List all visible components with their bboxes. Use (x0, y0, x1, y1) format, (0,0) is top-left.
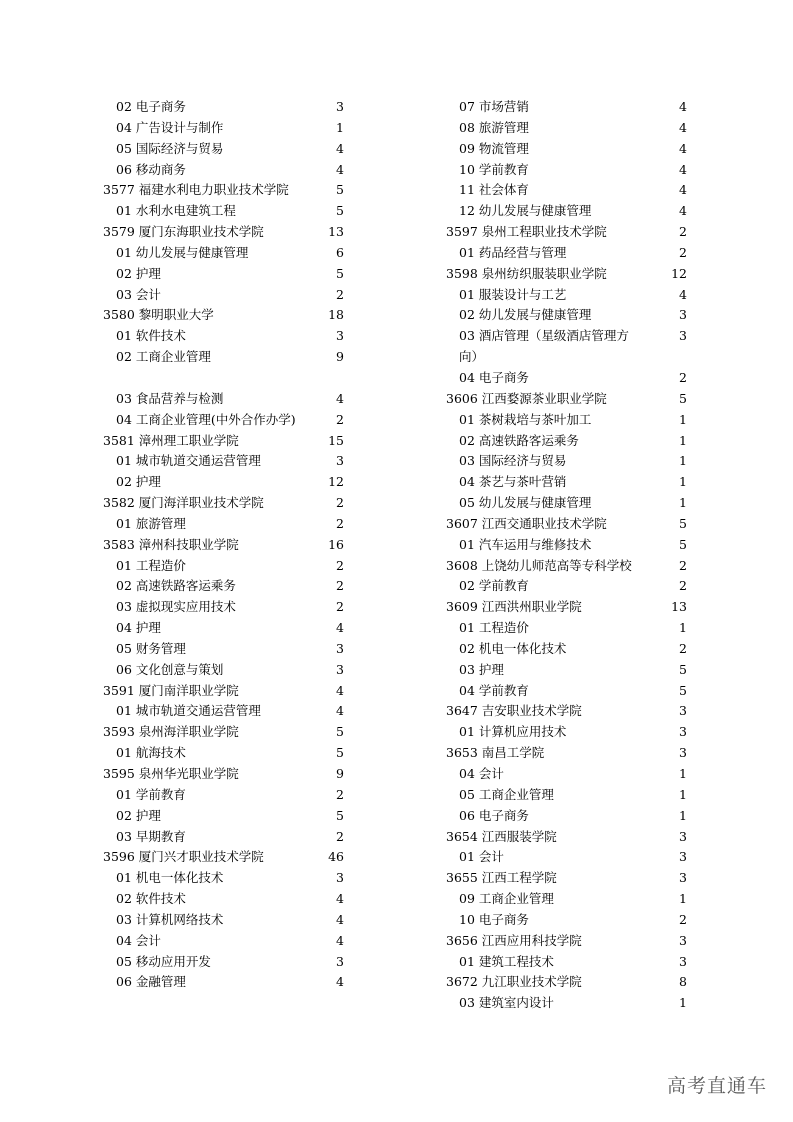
school-row (99, 431, 349, 452)
major-name: 06 电子商务 (459, 807, 529, 823)
major-row (442, 493, 692, 514)
major-name: 01 幼儿发展与健康管理 (116, 244, 249, 260)
major-row (99, 931, 349, 952)
major-row (99, 701, 349, 722)
right-column (442, 97, 692, 1014)
quota-count: 2 (679, 911, 687, 927)
school-name: 3672 九江职业技术学院 (446, 974, 582, 990)
major-row (442, 722, 692, 743)
major-row (442, 993, 692, 1014)
major-row (442, 681, 692, 702)
major-row (99, 868, 349, 889)
quota-count: 3 (336, 99, 344, 114)
quota-count: 5 (679, 536, 687, 552)
quota-count: 4 (336, 390, 344, 406)
major-row (99, 597, 349, 618)
quota-count: 3 (679, 307, 687, 323)
school-row (99, 535, 349, 556)
quota-count: 3 (679, 745, 687, 761)
school-row (99, 764, 349, 785)
school-name: 3606 江西婺源茶业职业学院 (446, 390, 607, 406)
quota-count: 4 (336, 911, 344, 927)
major-name: 10 电子商务 (459, 911, 529, 927)
major-row (442, 952, 692, 973)
major-name: 03 计算机网络技术 (116, 911, 224, 927)
major-row (442, 118, 692, 139)
quota-count: 3 (679, 953, 687, 969)
quota-count: 5 (679, 661, 687, 677)
school-row (99, 722, 349, 743)
major-name: 02 护理 (116, 807, 161, 823)
major-name: 01 茶树栽培与茶叶加工 (459, 411, 592, 427)
major-name: 01 服装设计与工艺 (459, 286, 567, 302)
major-name: 01 汽车运用与维修技术 (459, 536, 592, 552)
major-row (99, 514, 349, 535)
major-row (442, 847, 692, 868)
school-row (442, 701, 692, 722)
quota-count: 4 (679, 182, 687, 198)
quota-count: 4 (679, 119, 687, 135)
major-name: 03 食品营养与检测 (116, 390, 224, 406)
school-name: 3595 泉州华光职业学院 (103, 766, 239, 781)
major-row (442, 660, 692, 681)
quota-count: 1 (679, 786, 687, 802)
major-name: 01 建筑工程技术 (459, 953, 554, 969)
quota-count: 4 (336, 932, 344, 948)
quota-count: 3 (679, 870, 687, 886)
school-row (442, 514, 692, 535)
quota-count: 4 (336, 682, 344, 698)
major-row (99, 97, 349, 118)
major-name: 03 建筑室内设计 (459, 995, 554, 1011)
watermark: 高考直通车 (666, 1075, 767, 1097)
quota-count: 5 (336, 807, 344, 823)
major-name: 03 护理 (459, 661, 504, 677)
school-name: 3598 泉州纺织服装职业学院 (446, 265, 607, 281)
quota-count: 3 (336, 453, 344, 469)
major-name: 09 工商企业管理 (459, 891, 554, 907)
school-name: 3653 南昌工学院 (446, 745, 545, 761)
major-row (442, 431, 692, 452)
major-row (99, 347, 349, 368)
school-row (99, 681, 349, 702)
quota-count: 2 (336, 411, 344, 427)
left-column (99, 97, 349, 993)
major-row (442, 764, 692, 785)
quota-count: 1 (679, 807, 687, 823)
quota-count: 3 (679, 932, 687, 948)
quota-count: 13 (671, 599, 687, 615)
quota-count: 1 (679, 453, 687, 469)
quota-count: 4 (679, 286, 687, 302)
quota-count: 3 (679, 849, 687, 865)
school-name: 3608 上饶幼儿师范高等专科学校 (446, 557, 632, 573)
quota-count: 2 (679, 244, 687, 260)
major-row (442, 785, 692, 806)
major-row (442, 160, 692, 181)
major-name: 05 幼儿发展与健康管理 (459, 495, 592, 511)
major-name: 01 计算机应用技术 (459, 724, 567, 740)
major-row (442, 285, 692, 306)
major-row (442, 618, 692, 639)
major-row (442, 305, 692, 326)
major-name: 02 电子商务 (116, 99, 186, 114)
major-name: 02 高速铁路客运乘务 (116, 578, 236, 594)
school-row (442, 868, 692, 889)
major-row (99, 743, 349, 764)
major-name: 01 旅游管理 (116, 515, 186, 531)
major-row (99, 472, 349, 493)
quota-count: 2 (336, 599, 344, 615)
major-name: 02 护理 (116, 265, 161, 281)
quota-count: 2 (679, 369, 687, 385)
school-name: 3597 泉州工程职业技术学院 (446, 224, 607, 240)
quota-count: 5 (336, 182, 344, 198)
school-name: 3591 厦门南洋职业学院 (103, 682, 239, 698)
quota-count: 4 (336, 703, 344, 719)
quota-count: 5 (679, 682, 687, 698)
quota-count: 3 (336, 640, 344, 656)
quota-count: 4 (336, 620, 344, 636)
quota-count: 1 (679, 995, 687, 1011)
major-row (99, 889, 349, 910)
major-name: 10 学前教育 (459, 161, 529, 177)
quota-count: 4 (679, 99, 687, 114)
major-row (99, 576, 349, 597)
quota-count: 4 (336, 140, 344, 156)
major-name: 09 物流管理 (459, 140, 529, 156)
quota-count: 6 (336, 244, 344, 260)
school-row (442, 597, 692, 618)
quota-count: 8 (679, 974, 687, 990)
major-name: 01 工程造价 (459, 620, 529, 636)
school-name: 3577 福建水利电力职业技术学院 (103, 182, 289, 198)
quota-count: 2 (336, 828, 344, 844)
school-name: 3655 江西工程学院 (446, 870, 557, 886)
major-row (99, 326, 349, 347)
quota-count: 1 (679, 432, 687, 448)
major-name: 03 国际经济与贸易 (459, 453, 567, 469)
major-name: 01 城市轨道交通运营管理 (116, 703, 261, 719)
major-name: 02 学前教育 (459, 578, 529, 594)
school-name: 3654 江西服装学院 (446, 828, 557, 844)
major-row (99, 201, 349, 222)
quota-count: 5 (679, 390, 687, 406)
major-name: 05 国际经济与贸易 (116, 140, 224, 156)
quota-count: 2 (336, 515, 344, 531)
quota-count: 2 (679, 557, 687, 573)
school-name: 3583 漳州科技职业学院 (103, 536, 239, 552)
major-name: 12 幼儿发展与健康管理 (459, 203, 592, 219)
school-name: 3581 漳州理工职业学院 (103, 432, 239, 448)
major-name: 04 茶艺与茶叶营销 (459, 474, 567, 490)
school-row (442, 264, 692, 285)
major-name: 06 金融管理 (116, 974, 186, 990)
major-row (99, 952, 349, 973)
school-row (442, 827, 692, 848)
quota-count: 5 (336, 265, 344, 281)
major-row (442, 639, 692, 660)
major-name: 02 机电一体化技术 (459, 640, 567, 656)
quota-count: 1 (679, 620, 687, 636)
quota-count: 3 (336, 661, 344, 677)
blank-row (99, 368, 349, 389)
major-row (442, 139, 692, 160)
quota-count: 1 (679, 474, 687, 490)
quota-count: 3 (679, 328, 687, 344)
school-row (442, 743, 692, 764)
quota-count: 1 (679, 495, 687, 511)
major-row (99, 910, 349, 931)
major-name: 04 护理 (116, 620, 161, 636)
major-name: 05 移动应用开发 (116, 953, 211, 969)
major-name: 01 城市轨道交通运营管理 (116, 453, 261, 469)
major-row (99, 639, 349, 660)
major-row (99, 243, 349, 264)
major-row (99, 556, 349, 577)
major-row (442, 326, 692, 368)
school-row (442, 222, 692, 243)
major-name: 04 广告设计与制作 (116, 119, 224, 135)
quota-count: 5 (679, 515, 687, 531)
major-name: 05 工商企业管理 (459, 786, 554, 802)
quota-count: 15 (328, 432, 344, 448)
school-name: 3580 黎明职业大学 (103, 307, 214, 323)
major-name: 04 电子商务 (459, 369, 529, 385)
quota-count: 4 (336, 891, 344, 907)
quota-count: 9 (336, 766, 344, 781)
major-row (442, 180, 692, 201)
quota-count: 1 (679, 411, 687, 427)
major-name: 03 会计 (116, 286, 161, 302)
quota-count: 1 (679, 891, 687, 907)
major-name: 01 工程造价 (116, 557, 186, 573)
quota-count: 1 (336, 119, 344, 135)
major-name: 08 旅游管理 (459, 119, 529, 135)
major-name: 02 软件技术 (116, 891, 186, 907)
major-row (99, 972, 349, 993)
quota-count: 5 (336, 745, 344, 761)
major-row (99, 827, 349, 848)
quota-count: 3 (336, 870, 344, 886)
quota-count: 4 (679, 140, 687, 156)
quota-count: 1 (679, 766, 687, 781)
school-row (99, 847, 349, 868)
major-row (442, 243, 692, 264)
quota-count: 12 (328, 474, 344, 490)
major-row (99, 160, 349, 181)
major-name: 06 移动商务 (116, 161, 186, 177)
major-row (442, 910, 692, 931)
major-name: 11 社会体育 (459, 182, 529, 198)
quota-count: 4 (336, 161, 344, 177)
major-name: 03 早期教育 (116, 828, 186, 844)
major-row (99, 118, 349, 139)
major-row (99, 806, 349, 827)
major-name: 05 财务管理 (116, 640, 186, 656)
quota-count: 2 (679, 224, 687, 240)
school-name: 3609 江西洪州职业学院 (446, 599, 582, 615)
school-name: 3593 泉州海洋职业学院 (103, 724, 239, 740)
quota-count: 4 (336, 974, 344, 990)
school-row (99, 180, 349, 201)
quota-count: 2 (336, 786, 344, 802)
major-row (442, 410, 692, 431)
school-row (442, 931, 692, 952)
major-name: 02 护理 (116, 474, 161, 490)
quota-count: 4 (679, 203, 687, 219)
quota-count: 5 (336, 203, 344, 219)
major-name: 04 会计 (116, 932, 161, 948)
major-name: 06 文化创意与策划 (116, 661, 224, 677)
school-row (99, 305, 349, 326)
school-row (442, 972, 692, 993)
quota-count: 3 (679, 724, 687, 740)
major-row (99, 618, 349, 639)
school-row (442, 556, 692, 577)
major-name: 01 会计 (459, 849, 504, 865)
quota-count: 9 (336, 349, 344, 365)
major-row (99, 451, 349, 472)
school-name: 3579 厦门东海职业技术学院 (103, 224, 264, 240)
school-name: 3582 厦门海洋职业技术学院 (103, 495, 264, 511)
major-name: 07 市场营销 (459, 99, 529, 114)
major-name: 02 高速铁路客运乘务 (459, 432, 579, 448)
school-name: 3656 江西应用科技学院 (446, 932, 582, 948)
quota-count: 4 (679, 161, 687, 177)
quota-count: 18 (328, 307, 344, 323)
major-name: 01 学前教育 (116, 786, 186, 802)
major-name: 01 软件技术 (116, 328, 186, 344)
school-row (99, 222, 349, 243)
major-row (99, 410, 349, 431)
major-name: 02 幼儿发展与健康管理 (459, 307, 592, 323)
major-name: 04 学前教育 (459, 682, 529, 698)
quota-count: 16 (328, 536, 344, 552)
major-name: 03 酒店管理（星级酒店管理方向） (459, 328, 629, 365)
quota-count: 2 (336, 557, 344, 573)
quota-count: 3 (679, 703, 687, 719)
major-row (442, 576, 692, 597)
major-row (99, 264, 349, 285)
major-row (99, 285, 349, 306)
major-row (99, 389, 349, 410)
school-name: 3596 厦门兴才职业技术学院 (103, 849, 264, 865)
quota-count: 46 (328, 849, 344, 865)
quota-count: 2 (679, 640, 687, 656)
school-row (99, 493, 349, 514)
quota-count: 2 (336, 578, 344, 594)
quota-count: 3 (336, 328, 344, 344)
major-row (99, 139, 349, 160)
major-name: 01 药品经营与管理 (459, 244, 567, 260)
school-name: 3647 吉安职业技术学院 (446, 703, 582, 719)
major-row (442, 535, 692, 556)
major-name: 01 航海技术 (116, 745, 186, 761)
major-name: 04 工商企业管理(中外合作办学) (116, 411, 296, 427)
school-name: 3607 江西交通职业技术学院 (446, 515, 607, 531)
school-row (442, 389, 692, 410)
major-row (442, 806, 692, 827)
major-row (99, 660, 349, 681)
quota-count: 3 (679, 828, 687, 844)
quota-count: 12 (671, 265, 687, 281)
major-row (442, 889, 692, 910)
major-name: 03 虚拟现实应用技术 (116, 599, 236, 615)
major-name: 04 会计 (459, 766, 504, 781)
quota-count: 5 (336, 724, 344, 740)
quota-count: 3 (336, 953, 344, 969)
major-row (99, 785, 349, 806)
quota-count: 2 (336, 495, 344, 511)
major-name: 01 机电一体化技术 (116, 870, 224, 886)
major-row (442, 451, 692, 472)
quota-count: 2 (336, 286, 344, 302)
major-row (442, 201, 692, 222)
quota-count: 13 (328, 224, 344, 240)
quota-count: 2 (679, 578, 687, 594)
major-row (442, 368, 692, 389)
major-row (442, 97, 692, 118)
major-name: 01 水利水电建筑工程 (116, 203, 236, 219)
major-row (442, 472, 692, 493)
major-name: 02 工商企业管理 (116, 349, 211, 365)
